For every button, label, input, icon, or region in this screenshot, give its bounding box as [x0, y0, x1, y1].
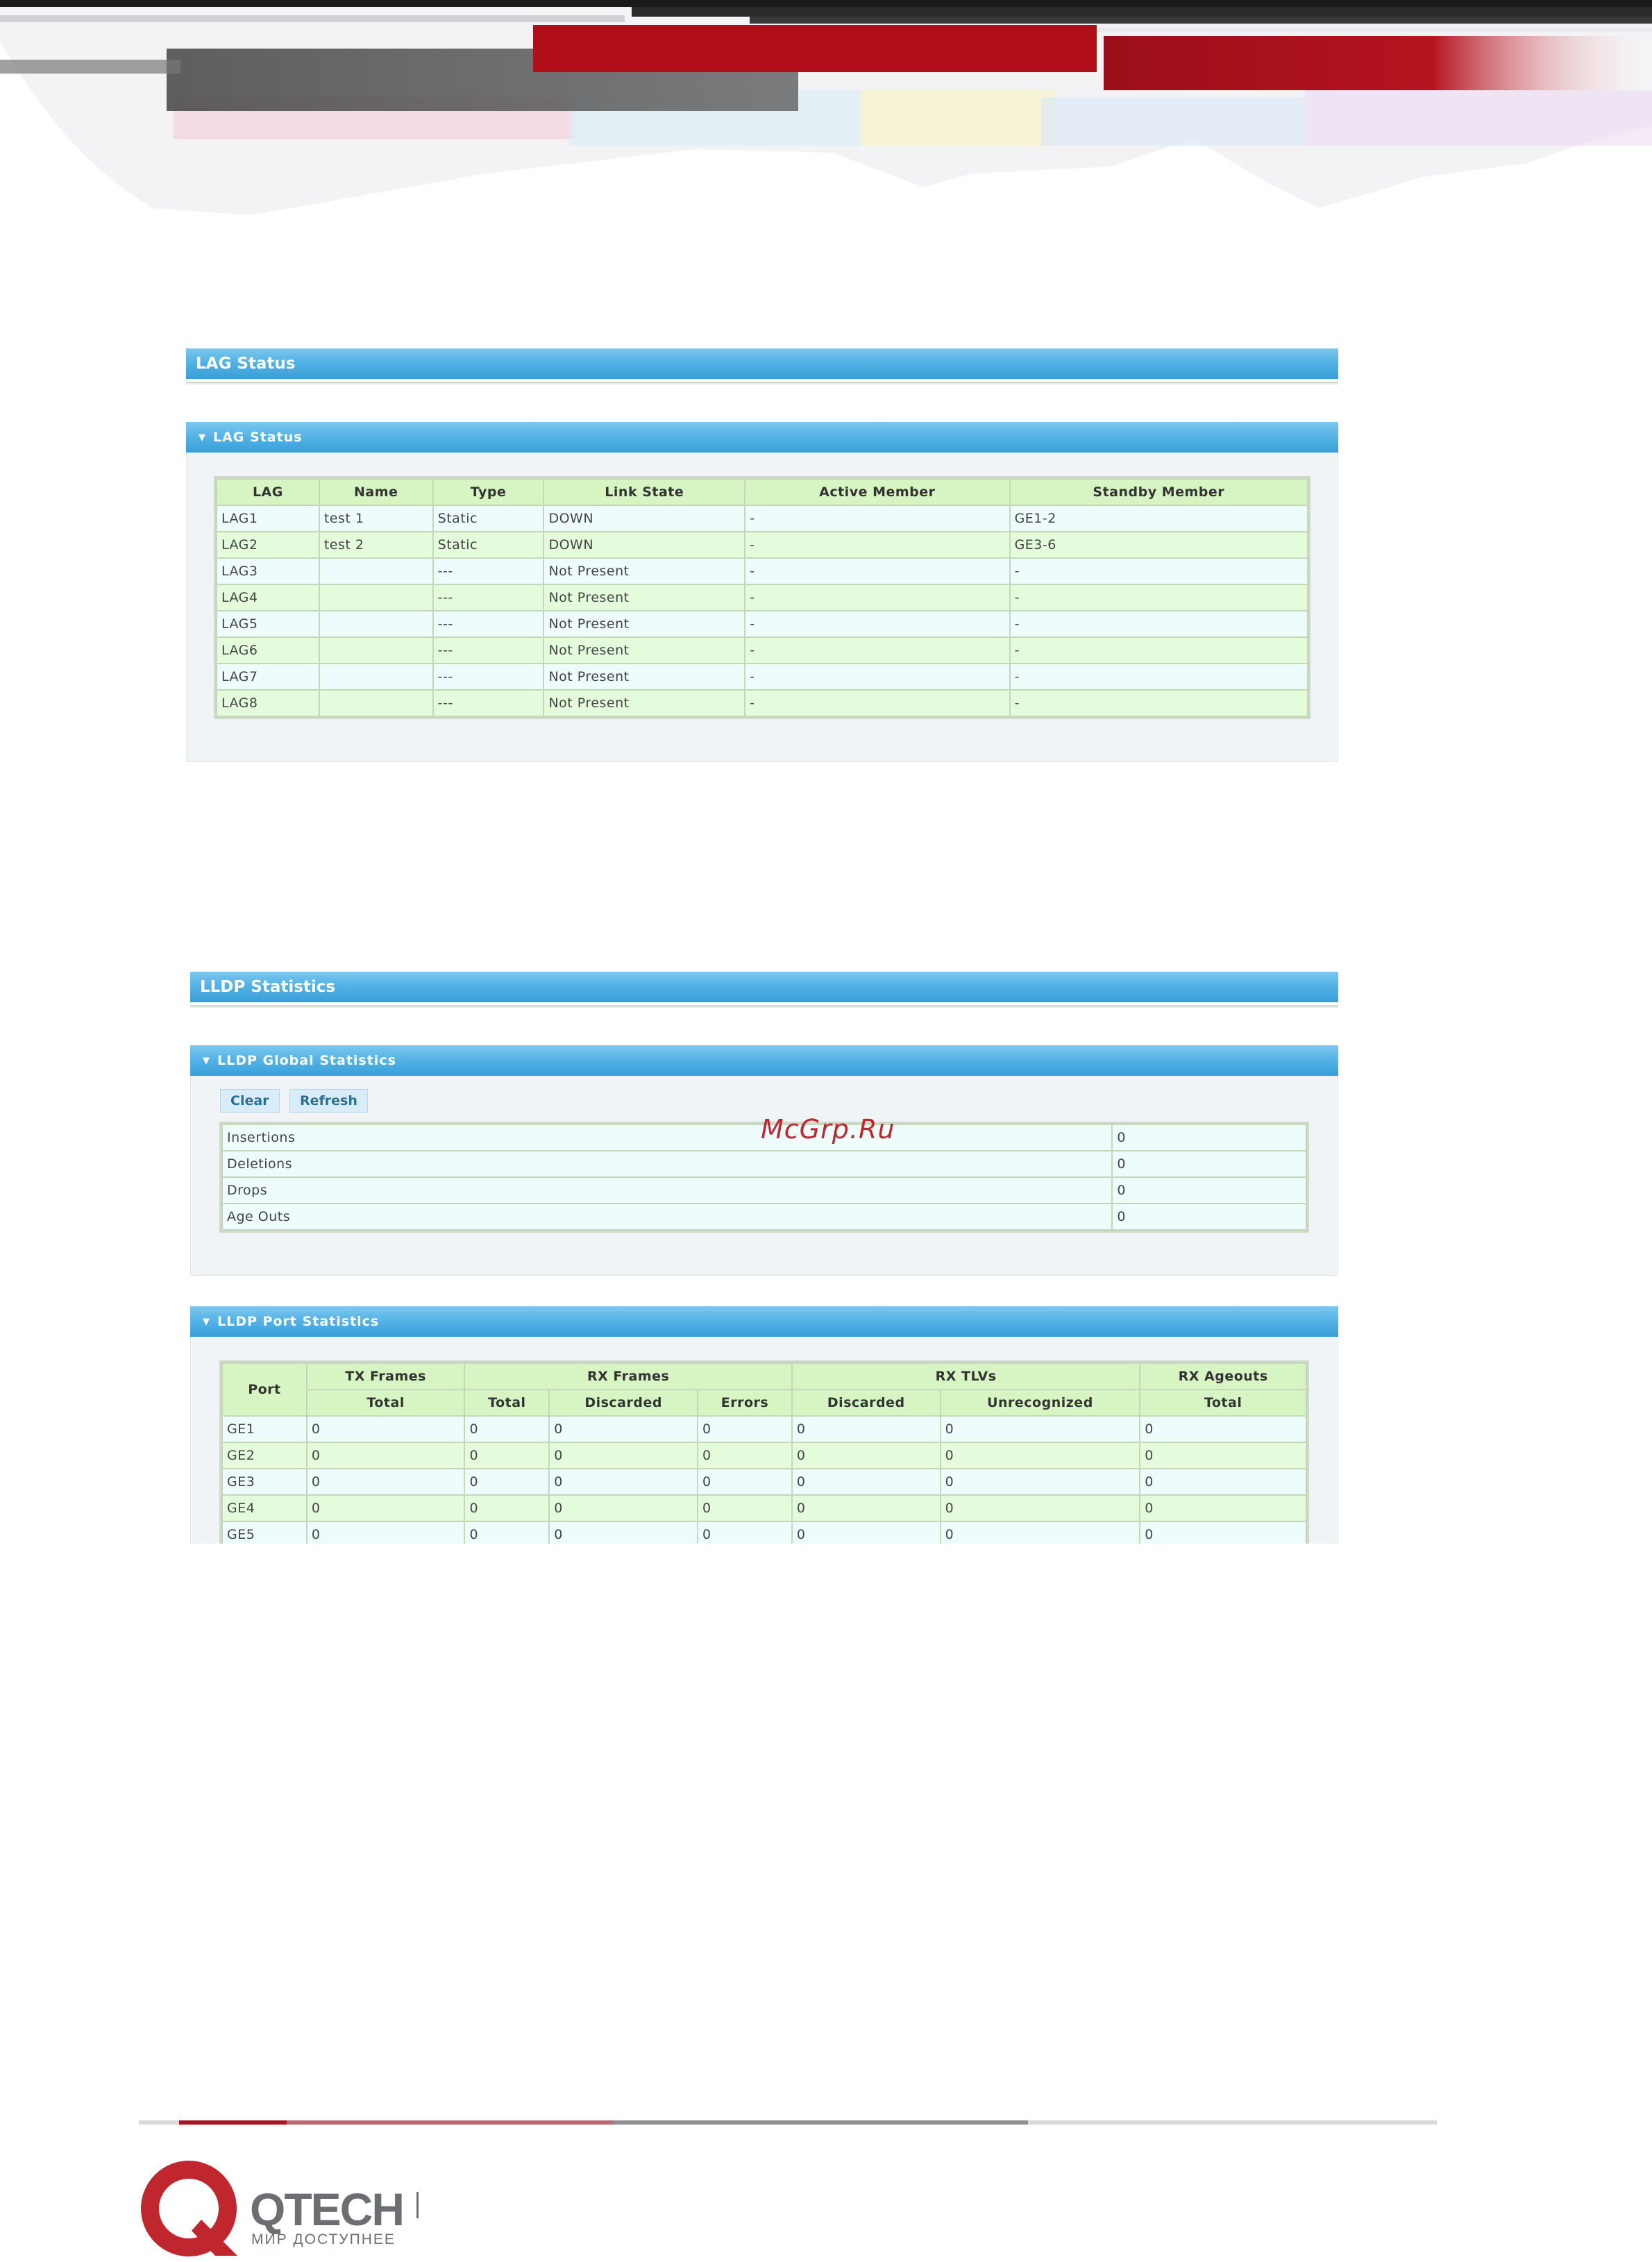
column-header: LAG [217, 479, 319, 505]
table-cell: 0 [464, 1495, 549, 1521]
table-cell: 0 [1140, 1521, 1306, 1544]
table-cell [319, 558, 433, 584]
table-cell: --- [433, 611, 544, 637]
table-cell: GE3-6 [1010, 532, 1308, 558]
lldp-port-table [221, 1362, 1307, 1544]
table-cell: LAG7 [217, 664, 319, 690]
footer-divider [139, 2119, 1437, 2126]
table-cell: - [745, 637, 1009, 664]
column-header: Standby Member [1010, 479, 1308, 505]
table-row [222, 1521, 1306, 1544]
group-header: RX Ageouts [1140, 1363, 1306, 1390]
table-row [222, 1204, 1306, 1230]
lag-status-table [216, 478, 1308, 717]
table-cell: GE3 [222, 1469, 307, 1495]
table-cell: LAG1 [217, 505, 319, 532]
table-cell: 0 [941, 1495, 1140, 1521]
group-header: TX Frames [307, 1363, 465, 1390]
table-cell: Drops [222, 1177, 1112, 1204]
table-cell: GE2 [222, 1442, 307, 1469]
table-cell: 0 [698, 1442, 792, 1469]
table-row [217, 584, 1308, 611]
table-cell: 0 [549, 1495, 698, 1521]
table-cell: 0 [1112, 1204, 1306, 1230]
table-row [222, 1469, 1306, 1495]
table-cell: 0 [792, 1469, 941, 1495]
table-cell: 0 [698, 1469, 792, 1495]
banner-graphic [0, 0, 1652, 222]
table-cell: - [1010, 690, 1308, 716]
lldp-global-section-title: LLDP Global Statistics [217, 1053, 396, 1068]
table-cell: --- [433, 690, 544, 716]
table-cell [319, 611, 433, 637]
table-cell: Static [433, 505, 544, 532]
table-cell: Not Present [543, 558, 745, 584]
table-cell: GE4 [222, 1495, 307, 1521]
lldp-statistics-panel [190, 972, 1338, 1544]
lldp-port-section [190, 1306, 1338, 1544]
table-cell: LAG5 [217, 611, 319, 637]
table-row [222, 1416, 1306, 1442]
sub-header: Total [1140, 1390, 1306, 1416]
table-cell: Not Present [543, 690, 745, 716]
table-cell: 0 [1140, 1495, 1306, 1521]
table-cell [319, 664, 433, 690]
table-cell: --- [433, 637, 544, 664]
logo-separator [416, 2192, 419, 2218]
table-cell: 0 [549, 1416, 698, 1442]
table-cell: test 2 [319, 532, 433, 558]
table-cell: 0 [307, 1442, 465, 1469]
table-cell [319, 584, 433, 611]
watermark: McGrp.Ru [761, 1114, 895, 1145]
table-cell: 0 [941, 1416, 1140, 1442]
table-cell: 0 [1112, 1177, 1306, 1204]
sub-header: Discarded [549, 1390, 698, 1416]
table-cell: 0 [464, 1521, 549, 1544]
table-cell: 0 [1140, 1442, 1306, 1469]
table-cell: Deletions [222, 1151, 1112, 1177]
table-cell: Not Present [543, 664, 745, 690]
title-divider [190, 1005, 1338, 1008]
lldp-global-section [190, 1045, 1338, 1276]
brand-name: QTECH [250, 2184, 403, 2235]
table-cell: DOWN [543, 532, 745, 558]
table-row [222, 1151, 1306, 1177]
table-cell: 0 [307, 1416, 465, 1442]
table-cell: --- [433, 558, 544, 584]
table-cell: - [1010, 584, 1308, 611]
table-cell: 0 [792, 1442, 941, 1469]
table-cell: 0 [307, 1469, 465, 1495]
sub-header: Discarded [792, 1390, 941, 1416]
table-cell: - [745, 532, 1009, 558]
table-cell: - [1010, 637, 1308, 664]
table-cell: - [745, 558, 1009, 584]
table-cell [319, 690, 433, 716]
table-cell: 0 [792, 1495, 941, 1521]
table-cell: 0 [549, 1469, 698, 1495]
table-cell: GE1-2 [1010, 505, 1308, 532]
table-cell: DOWN [543, 505, 745, 532]
table-row [217, 637, 1308, 664]
table-cell: 0 [1140, 1469, 1306, 1495]
table-cell: 0 [792, 1521, 941, 1544]
column-header: Active Member [745, 479, 1009, 505]
table-cell: 0 [464, 1469, 549, 1495]
table-cell: --- [433, 584, 544, 611]
lag-status-panel [186, 348, 1338, 762]
table-cell: - [745, 611, 1009, 637]
table-cell: LAG6 [217, 637, 319, 664]
table-cell: 0 [941, 1469, 1140, 1495]
table-cell: 0 [1112, 1151, 1306, 1177]
table-cell: 0 [549, 1442, 698, 1469]
table-cell: - [745, 664, 1009, 690]
brand-tagline: МИР ДОСТУПНЕЕ [251, 2231, 396, 2247]
title-divider [186, 382, 1338, 385]
column-header: Name [319, 479, 433, 505]
collapse-arrow-icon: ▼ [203, 1056, 210, 1066]
table-cell: test 1 [319, 505, 433, 532]
table-cell: 0 [941, 1442, 1140, 1469]
table-cell: LAG8 [217, 690, 319, 716]
lldp-global-section-header[interactable] [190, 1045, 1338, 1076]
table-row [217, 532, 1308, 558]
table-cell: - [1010, 558, 1308, 584]
lag-status-section [186, 422, 1338, 762]
table-cell [319, 637, 433, 664]
table-cell: Not Present [543, 584, 745, 611]
table-row [217, 505, 1308, 532]
table-cell: Age Outs [222, 1204, 1112, 1230]
table-row [217, 558, 1308, 584]
table-cell: 0 [698, 1521, 792, 1544]
table-cell: 0 [464, 1442, 549, 1469]
table-cell: 0 [941, 1521, 1140, 1544]
table-cell: Not Present [543, 611, 745, 637]
table-cell: --- [433, 664, 544, 690]
table-row [217, 611, 1308, 637]
table-cell: 0 [307, 1521, 465, 1544]
table-cell: - [745, 505, 1009, 532]
table-cell: 0 [464, 1416, 549, 1442]
table-cell: 0 [549, 1521, 698, 1544]
table-cell: 0 [792, 1416, 941, 1442]
sub-header: Total [464, 1390, 549, 1416]
table-cell: - [1010, 664, 1308, 690]
table-row [222, 1442, 1306, 1469]
column-header: Type [433, 479, 544, 505]
sub-header: Unrecognized [941, 1390, 1140, 1416]
table-cell: Not Present [543, 637, 745, 664]
group-header: RX Frames [464, 1363, 791, 1390]
table-cell: - [745, 690, 1009, 716]
table-cell: LAG4 [217, 584, 319, 611]
collapse-arrow-icon: ▼ [199, 432, 206, 443]
table-cell: LAG2 [217, 532, 319, 558]
table-cell: LAG3 [217, 558, 319, 584]
sub-header: Total [307, 1390, 465, 1416]
lldp-port-section-header[interactable] [190, 1306, 1338, 1337]
lldp-statistics-title: LLDP Statistics [190, 972, 1338, 1002]
table-row [217, 664, 1308, 690]
group-header: RX TLVs [792, 1363, 1140, 1390]
group-header: Port [222, 1363, 307, 1416]
table-cell: - [1010, 611, 1308, 637]
table-row [222, 1177, 1306, 1204]
table-cell: - [745, 584, 1009, 611]
collapse-arrow-icon: ▼ [203, 1317, 210, 1327]
table-cell: GE5 [222, 1521, 307, 1544]
header-banner [0, 0, 1652, 222]
table-cell: 0 [1112, 1124, 1306, 1151]
table-cell: Insertions [222, 1124, 1112, 1151]
lag-status-title: LAG Status [186, 348, 1338, 379]
table-cell: Static [433, 532, 544, 558]
refresh-button[interactable]: Refresh [289, 1089, 368, 1113]
table-cell: 0 [1140, 1416, 1306, 1442]
lag-status-section-header[interactable] [186, 422, 1338, 453]
sub-header: Errors [698, 1390, 792, 1416]
column-header: Link State [543, 479, 745, 505]
clear-button[interactable]: Clear [220, 1089, 280, 1113]
table-cell: 0 [698, 1495, 792, 1521]
table-cell: 0 [307, 1495, 465, 1521]
table-cell: 0 [698, 1416, 792, 1442]
table-row [222, 1495, 1306, 1521]
lag-status-section-title: LAG Status [213, 430, 303, 445]
table-row [217, 690, 1308, 716]
lldp-port-section-title: LLDP Port Statistics [217, 1314, 380, 1329]
table-cell: GE1 [222, 1416, 307, 1442]
